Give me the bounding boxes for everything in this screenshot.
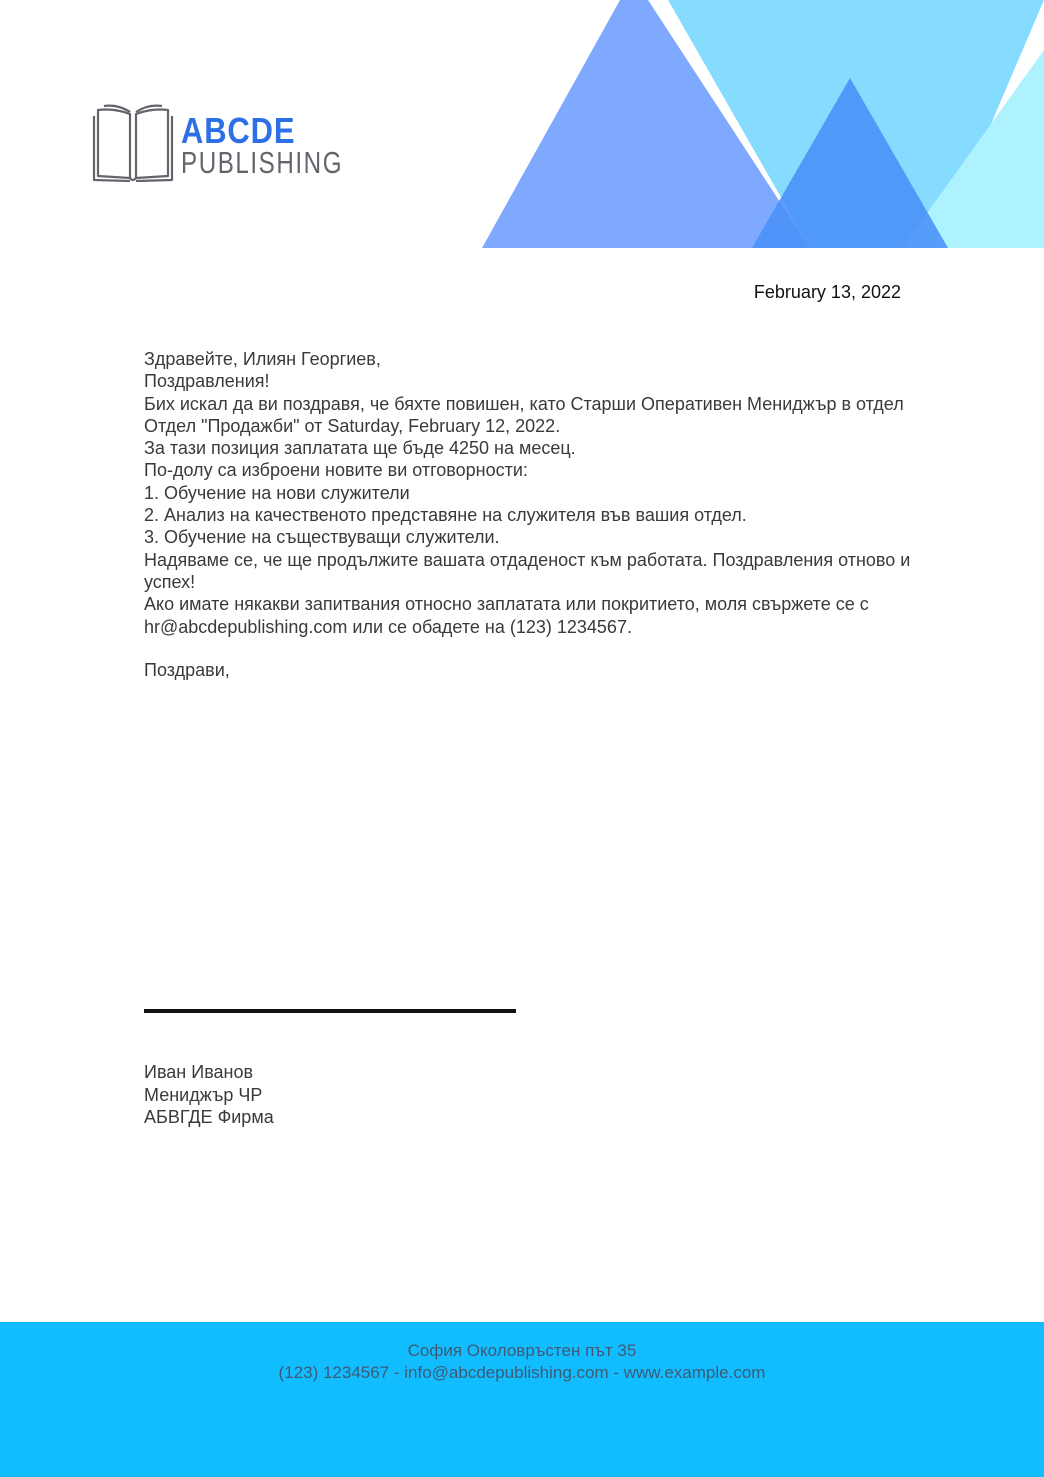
list-item: 1. Обучение на нови служители xyxy=(144,482,410,503)
promotion-paragraph: Бих искал да ви поздравя, че бяхте повишен, като Старши Оперативен Мениджър в отдел Отдел "Продажби" от Saturday, February 12, 2022. xyxy=(144,393,904,436)
list-item: 3. Обучение на съществуващи служители. xyxy=(144,527,500,548)
footer-address: София Околовръстен път 35 xyxy=(407,1341,637,1360)
closing-line: Поздрави, xyxy=(144,660,230,680)
list-item: 2. Анализ на качественото представяне на служителя във вашия отдел. xyxy=(144,505,747,526)
signer-name: Иван Иванов xyxy=(144,1062,254,1082)
signer-block xyxy=(144,1061,274,1129)
letter-body xyxy=(144,348,914,638)
logo-text-secondary: PUBLISHING xyxy=(181,145,344,180)
open-book-icon xyxy=(92,104,174,182)
hope-paragraph: Надяваме се, че ще продължите вашата отдаденост към работата. Поздравления отново и успех! xyxy=(144,549,911,592)
signer-company: АБВГДЕ Фирма xyxy=(144,1107,274,1127)
congrats-line: Поздравления! xyxy=(144,371,270,392)
contact-paragraph: Ако имате някакви запитвания относно заплатата или покритието, моля свържете се с hr@abcdepublishing.com или се обадете на (123) 1234567. xyxy=(144,594,869,637)
logo-text-primary: ABCDE xyxy=(181,110,296,151)
footer xyxy=(0,1322,1044,1477)
company-logo xyxy=(92,104,342,184)
footer-contact: (123) 1234567 - info@abcdepublishing.com - www.example.com xyxy=(278,1363,766,1382)
responsibilities-intro: По-долу са изброени новите ви отговорности: xyxy=(144,460,528,481)
letter-date: February 13, 2022 xyxy=(753,282,901,302)
greeting: Здравейте, Илиян Георгиев, xyxy=(144,349,381,369)
signer-title: Мениджър ЧР xyxy=(144,1084,263,1105)
signature-line xyxy=(144,1009,516,1013)
salary-line: За тази позиция заплатата ще бъде 4250 на месец. xyxy=(144,438,576,459)
